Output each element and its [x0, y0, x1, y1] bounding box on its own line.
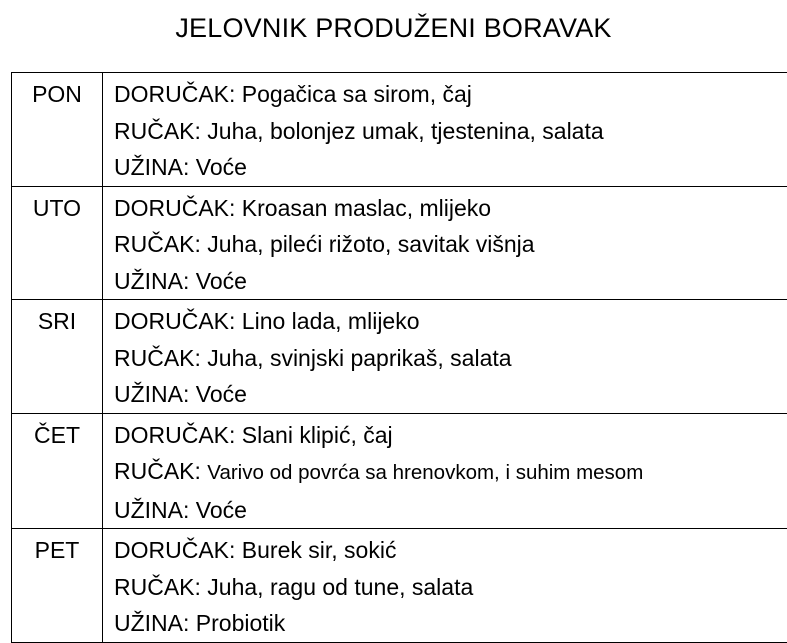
meal-line-snack — [114, 263, 787, 300]
meal-text: Voće — [196, 381, 247, 407]
meal-label: DORUČAK: — [114, 195, 235, 221]
meal-line-lunch — [114, 569, 787, 606]
meal-label: DORUČAK: — [114, 308, 235, 334]
meal-label: DORUČAK: — [114, 422, 235, 448]
day-cell: PON — [12, 73, 103, 187]
meal-text: Voće — [196, 154, 247, 180]
meal-text: Juha, svinjski paprikaš, salata — [207, 345, 511, 371]
menu-table — [11, 72, 787, 643]
meals-cell — [103, 186, 787, 300]
meal-label: UŽINA: — [114, 154, 189, 180]
meal-label: RUČAK: — [114, 345, 201, 371]
meal-text: Voće — [196, 497, 247, 523]
meal-line-breakfast — [114, 532, 787, 569]
meal-line-breakfast — [114, 190, 787, 227]
day-cell: PET — [12, 529, 103, 643]
table-row — [12, 413, 787, 529]
meal-text: Pogačica sa sirom, čaj — [242, 81, 472, 107]
table-row — [12, 73, 787, 187]
meal-line-lunch — [114, 340, 787, 377]
day-cell: ČET — [12, 413, 103, 529]
meal-line-breakfast — [114, 303, 787, 340]
meal-label: UŽINA: — [114, 610, 189, 636]
meal-label: DORUČAK: — [114, 537, 235, 563]
meals-cell — [103, 300, 787, 414]
meal-text: Probiotik — [196, 610, 285, 636]
meal-line-lunch — [114, 113, 787, 150]
meal-label: DORUČAK: — [114, 81, 235, 107]
meal-label: RUČAK: — [114, 574, 201, 600]
meal-line-snack — [114, 605, 787, 642]
meal-line-breakfast — [114, 76, 787, 113]
meal-line-lunch — [114, 226, 787, 263]
meals-cell — [103, 529, 787, 643]
meal-line-lunch — [114, 453, 787, 492]
meals-cell — [103, 73, 787, 187]
meal-text: Varivo od povrća sa hrenovkom, i suhim mesom — [207, 461, 643, 484]
day-cell: UTO — [12, 186, 103, 300]
meal-text: Juha, pileći rižoto, savitak višnja — [207, 231, 534, 257]
meals-cell — [103, 413, 787, 529]
meal-line-snack — [114, 376, 787, 413]
meal-text: Slani klipić, čaj — [242, 422, 393, 448]
meal-text: Voće — [196, 268, 247, 294]
meal-label: RUČAK: — [114, 458, 201, 484]
meal-text: Juha, ragu od tune, salata — [207, 574, 473, 600]
table-row — [12, 529, 787, 643]
table-row — [12, 300, 787, 414]
meal-text: Juha, bolonjez umak, tjestenina, salata — [207, 118, 603, 144]
meal-text: Lino lada, mlijeko — [242, 308, 420, 334]
meal-label: RUČAK: — [114, 118, 201, 144]
table-row — [12, 186, 787, 300]
meal-line-breakfast — [114, 417, 787, 454]
meal-text: Burek sir, sokić — [242, 537, 397, 563]
day-cell: SRI — [12, 300, 103, 414]
meal-label: UŽINA: — [114, 268, 189, 294]
page-title: JELOVNIK PRODUŽENI BORAVAK — [0, 10, 787, 46]
meal-line-snack — [114, 492, 787, 529]
meal-label: UŽINA: — [114, 497, 189, 523]
meal-text: Kroasan maslac, mlijeko — [242, 195, 491, 221]
meal-label: RUČAK: — [114, 231, 201, 257]
meal-line-snack — [114, 149, 787, 186]
meal-label: UŽINA: — [114, 381, 189, 407]
